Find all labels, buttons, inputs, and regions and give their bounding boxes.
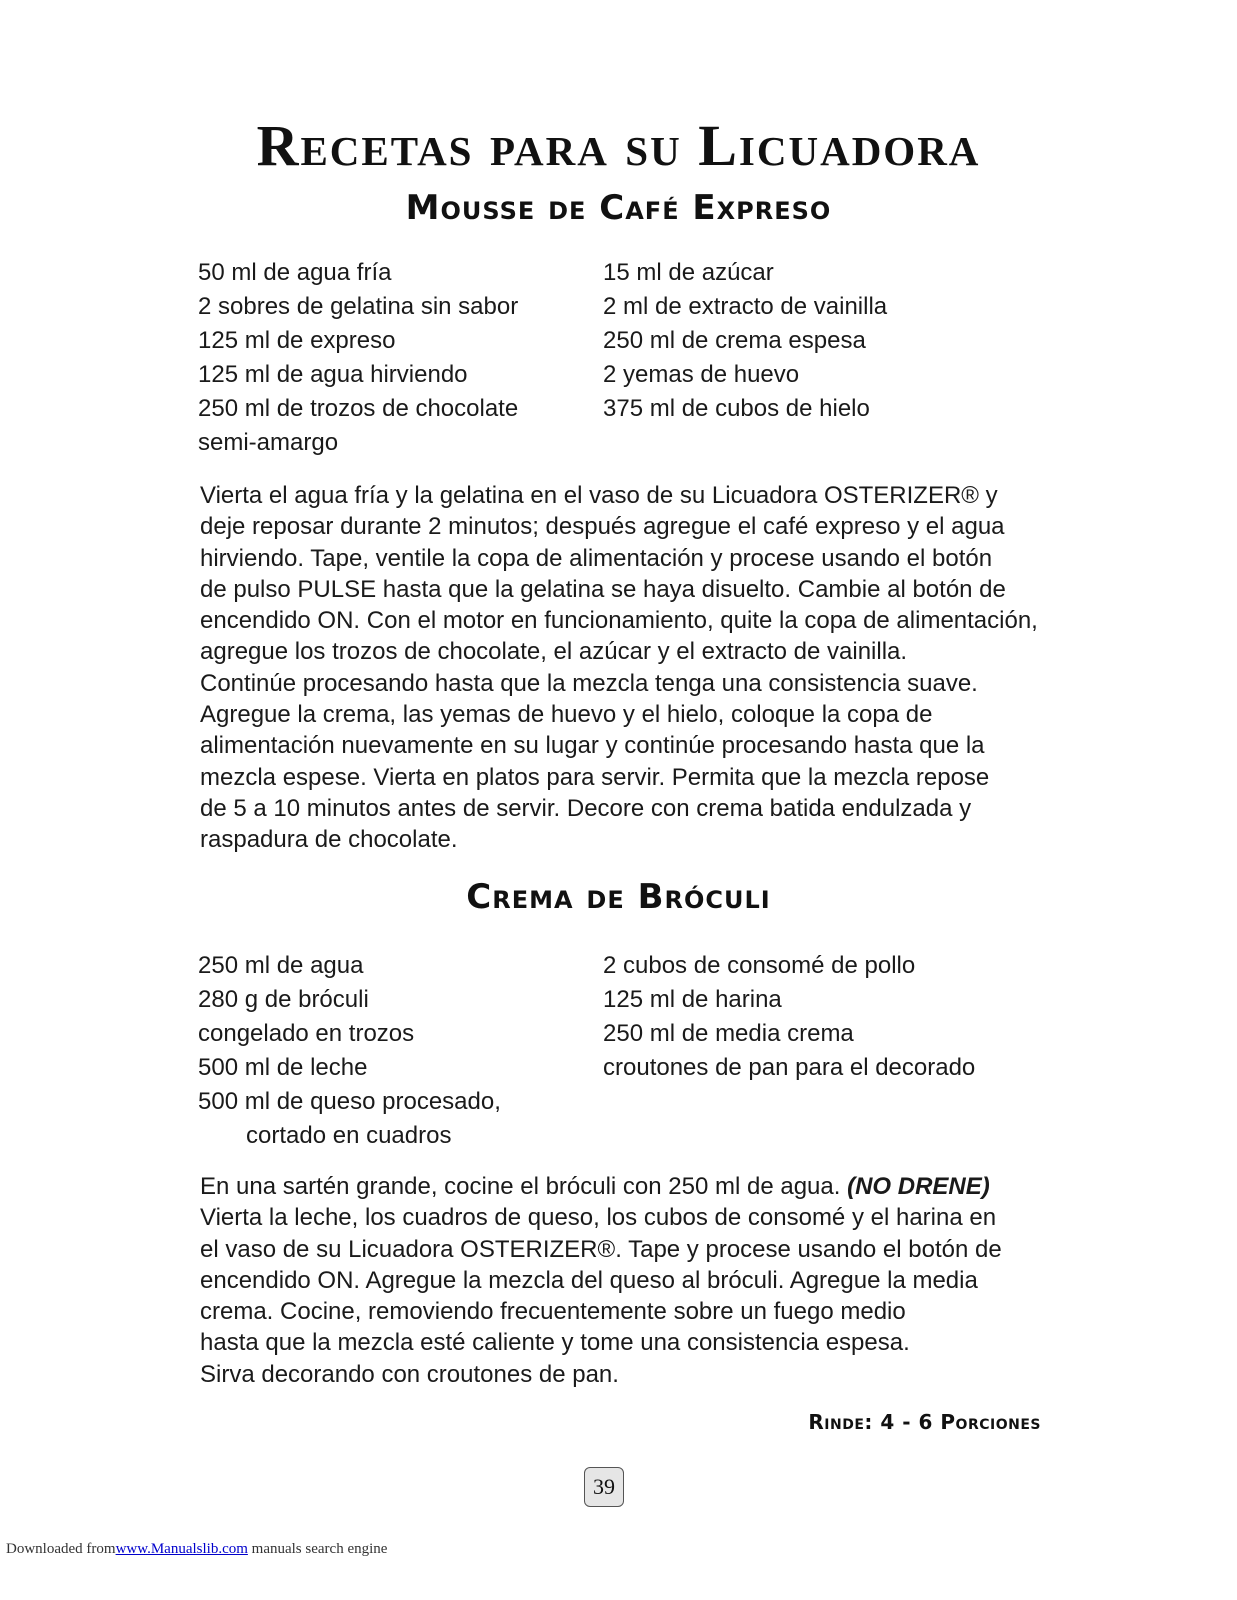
page-title: Recetas para su Licuadora: [256, 113, 981, 178]
instruction-line: Sirva decorando con croutones de pan.: [200, 1360, 619, 1388]
ingredient-item: cortado en cuadros: [246, 1122, 452, 1149]
recipe-title-mousse: Mousse de Café Expreso: [405, 188, 832, 228]
ingredient-item: 2 ml de extracto de vainilla: [603, 293, 888, 320]
ingredient-item: croutones de pan para el decorado: [603, 1054, 976, 1081]
broculi-ingredients-right: [603, 949, 975, 1085]
instruction-line: de pulso PULSE hasta que la gelatina se haya disuelto. Cambie al botón de: [200, 575, 1006, 603]
instruction-line: [200, 1171, 1080, 1202]
instruction-line: encendido ON. Con el motor en funcionamiento, quite la copa de alimentación,: [200, 607, 1038, 635]
instruction-line: Vierta el agua fría y la gelatina en el vaso de su Licuadora OSTERIZER® y: [200, 482, 998, 509]
instruction-line: Continúe procesando hasta que la mezcla tenga una consistencia suave.: [200, 669, 978, 697]
mousse-ingredients-left: [198, 256, 518, 460]
instruction-line: hasta que la mezcla esté caliente y tome una consistencia espesa.: [200, 1329, 910, 1357]
instruction-line: deje reposar durante 2 minutos; después agregue el café expreso y el agua: [200, 513, 1005, 541]
instruction-line: hirviendo. Tape, ventile la copa de alimentación y procese usando el botón: [200, 544, 993, 572]
ingredient-item: 125 ml de agua hirviendo: [198, 361, 468, 388]
instruction-line: crema. Cocine, removiendo frecuentemente sobre un fuego medio: [200, 1298, 906, 1326]
ingredient-item: 2 cubos de consomé de pollo: [603, 952, 916, 979]
ingredient-item: 250 ml de trozos de chocolate: [198, 395, 519, 422]
no-drene-emphasis: (NO DRENE): [847, 1173, 990, 1200]
instruction-line: Agregue la crema, las yemas de huevo y el hielo, coloque la copa de: [200, 701, 933, 729]
ingredient-item: 375 ml de cubos de hielo: [603, 395, 870, 422]
footer: [6, 1541, 387, 1558]
ingredient-item: semi-amargo: [198, 429, 339, 456]
recipe-title-broculi: Crema de Bróculi: [466, 877, 771, 917]
mousse-instructions: [200, 480, 1080, 856]
footer-suffix: manuals search engine: [251, 1541, 388, 1557]
ingredient-item: 125 ml de harina: [603, 986, 782, 1013]
instruction-line: el vaso de su Licuadora OSTERIZER®. Tape y procese usando el botón de: [200, 1235, 1002, 1263]
page-number: 39: [584, 1467, 624, 1507]
ingredient-item: 125 ml de expreso: [198, 327, 396, 354]
ingredient-item: 50 ml de agua fría: [198, 259, 392, 286]
ingredient-item: congelado en trozos: [198, 1020, 415, 1047]
ingredient-item: 2 sobres de gelatina sin sabor: [198, 293, 519, 320]
instruction-line: alimentación nuevamente en su lugar y continúe procesando hasta que la: [200, 732, 985, 760]
ingredient-item: 500 ml de queso procesado,: [198, 1088, 501, 1115]
ingredient-item: 250 ml de media crema: [603, 1020, 854, 1047]
ingredient-item: 280 g de bróculi: [198, 986, 369, 1013]
instruction-text: En una sartén grande, cocine el bróculi con 250 ml de agua.: [200, 1173, 841, 1200]
footer-prefix: Downloaded from: [6, 1541, 116, 1557]
ingredient-item: 250 ml de crema espesa: [603, 327, 866, 354]
ingredient-item: 250 ml de agua: [198, 952, 364, 979]
broculi-ingredients-left: [198, 949, 501, 1153]
yield-label: Rinde: 4 - 6 Porciones: [808, 1410, 1041, 1434]
instruction-line: Vierta la leche, los cuadros de queso, los cubos de consomé y el harina en: [200, 1204, 997, 1232]
ingredient-item: 2 yemas de huevo: [603, 361, 800, 388]
instruction-line: raspadura de chocolate.: [200, 826, 458, 854]
instruction-line: mezcla espese. Vierta en platos para servir. Permita que la mezcla repose: [200, 763, 990, 791]
manualslib-link[interactable]: www.Manualslib.com: [115, 1541, 248, 1557]
instruction-line: de 5 a 10 minutos antes de servir. Decore con crema batida endulzada y: [200, 794, 972, 822]
ingredient-item: 15 ml de azúcar: [603, 259, 774, 286]
ingredient-item: 500 ml de leche: [198, 1054, 368, 1081]
instruction-line: agregue los trozos de chocolate, el azúcar y el extracto de vainilla.: [200, 638, 908, 666]
instruction-line: encendido ON. Agregue la mezcla del queso al bróculi. Agregue la media: [200, 1266, 978, 1294]
mousse-ingredients-right: [603, 256, 887, 426]
broculi-instructions: [200, 1171, 1080, 1390]
